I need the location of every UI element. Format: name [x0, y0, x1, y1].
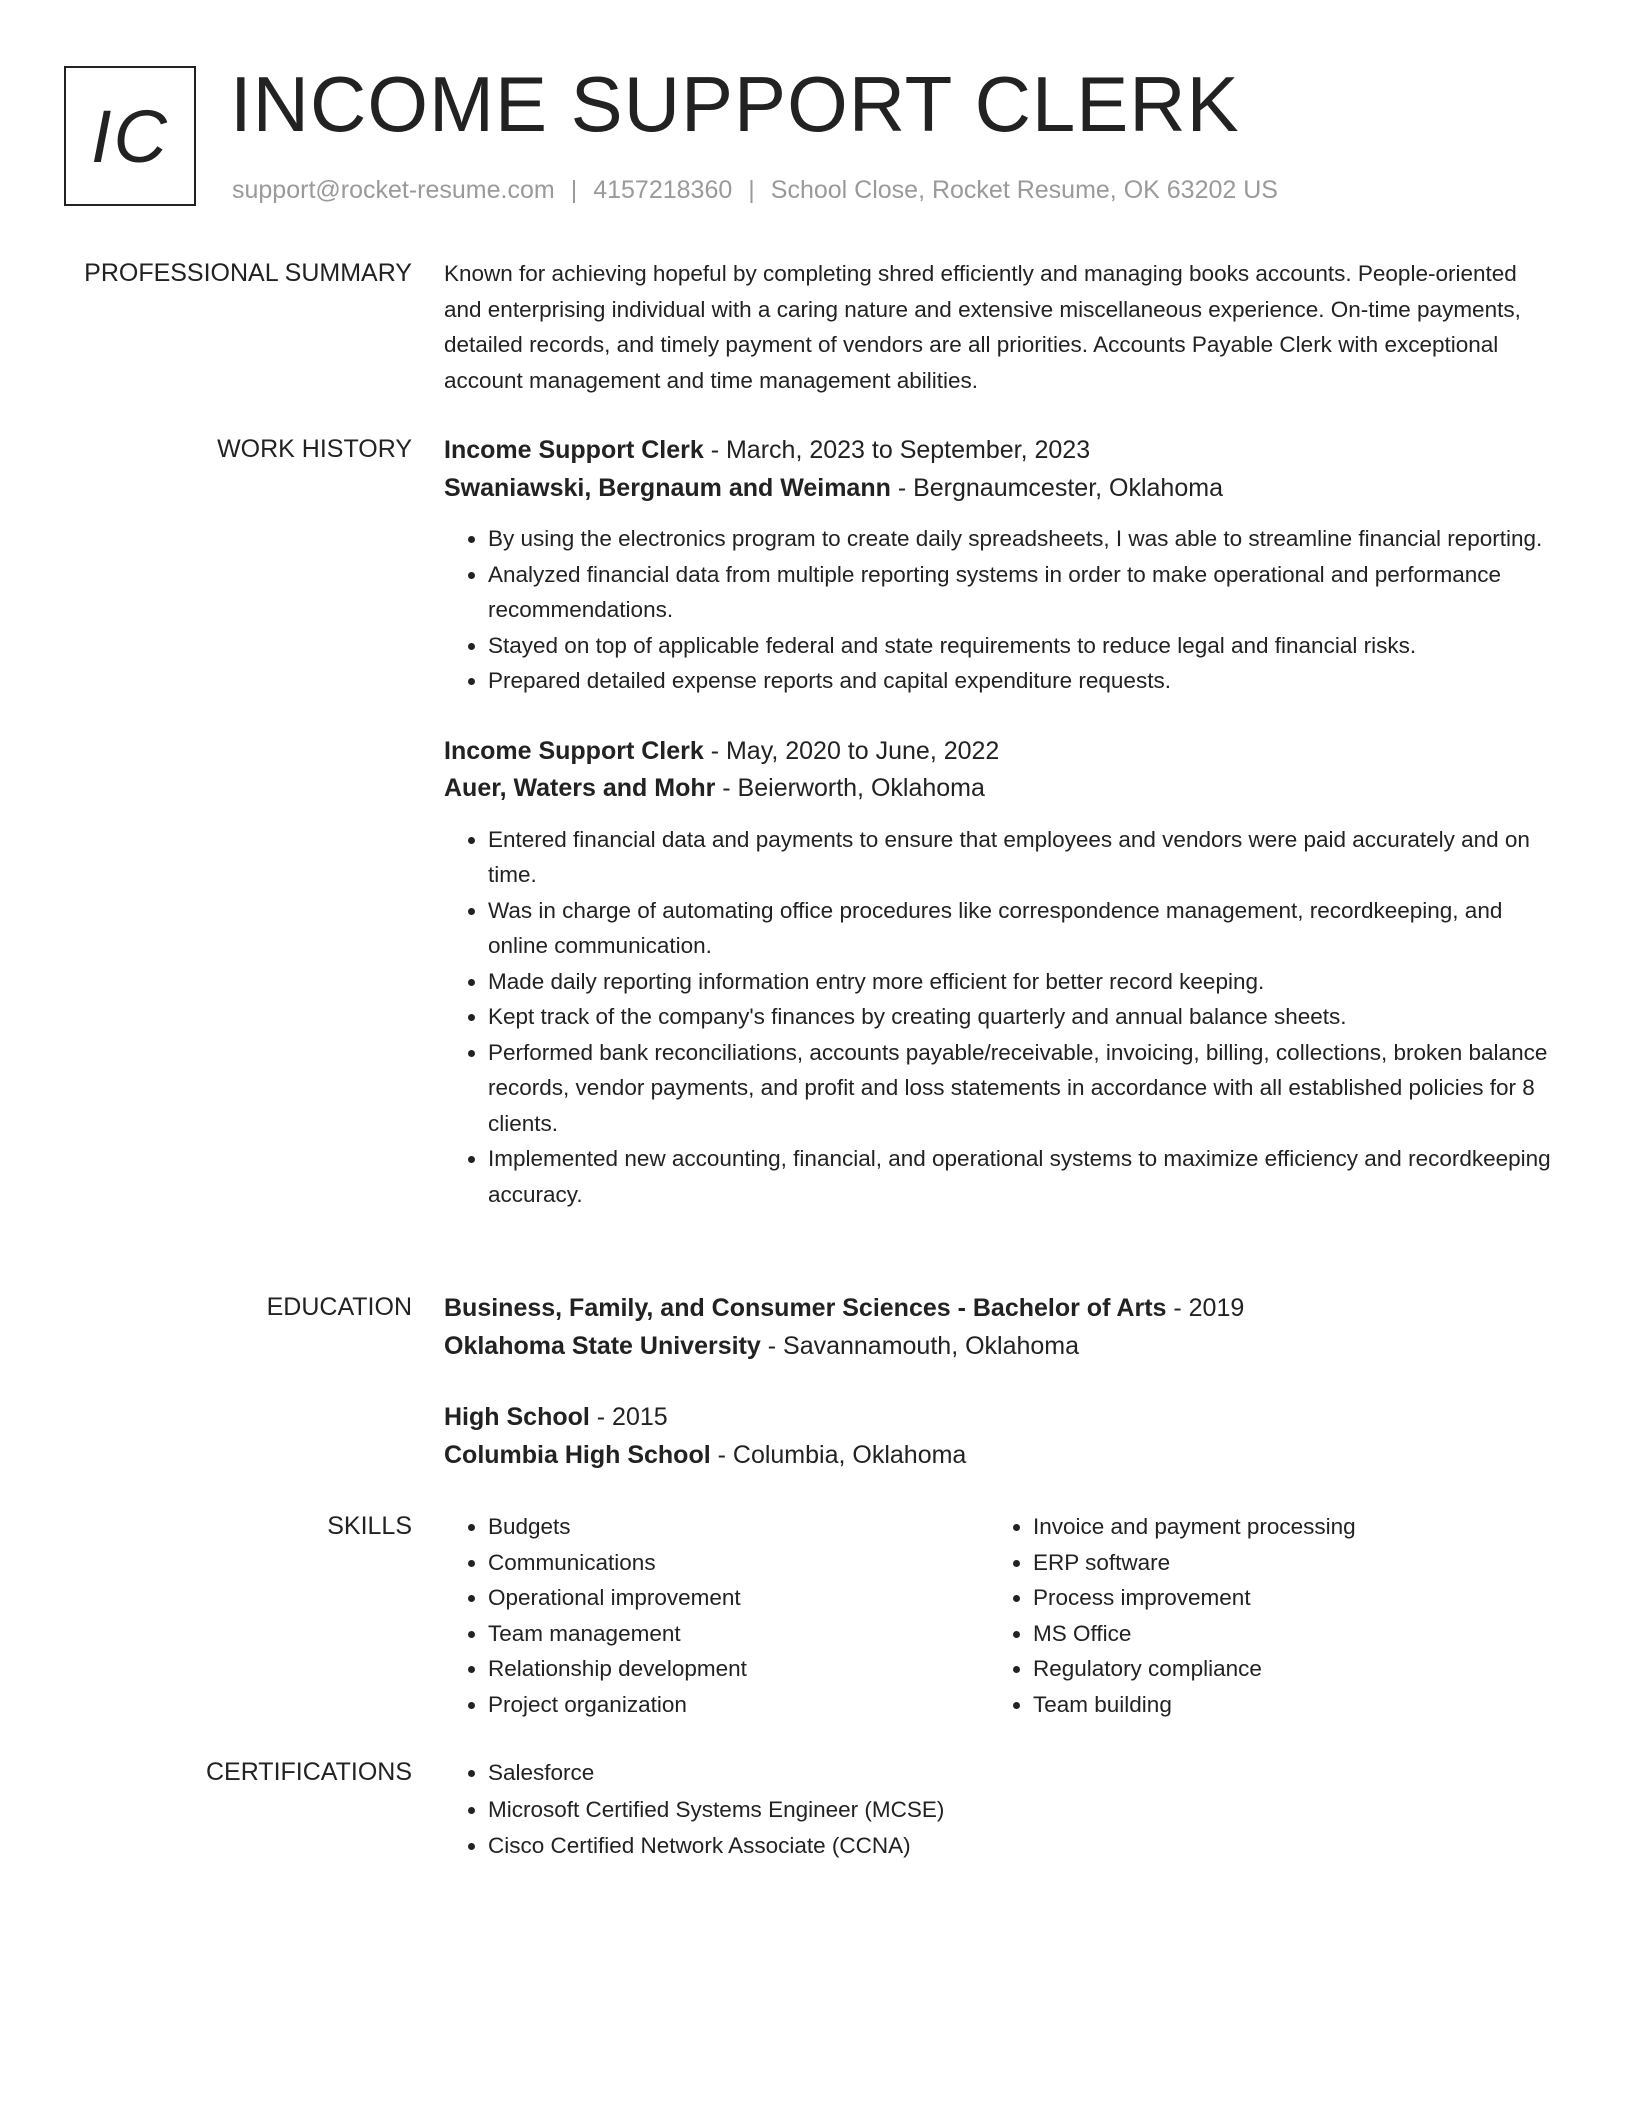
skill-item: • Relationship development	[488, 1651, 989, 1687]
summary-text: Known for achieving hopeful by completing shred efficiently and managing books accounts. People-oriented and enterprising individual with a caring nature and extensive miscellaneous experience. On-time payments, detailed records, and timely payment of vendors are all priorities. Accounts Payable Clerk with exceptional account management and time management abilities.	[444, 261, 1521, 393]
school: Columbia High School	[444, 1440, 711, 1469]
skill-item: • Invoice and payment processing	[1033, 1509, 1534, 1545]
certifications-body	[444, 1755, 1559, 1865]
skills-grid	[444, 1509, 1559, 1722]
job-employer-line	[444, 470, 1559, 508]
job-bullet: • Was in charge of automating office procedures like correspondence management, recordkeeping, and online communication.	[488, 893, 1559, 964]
job-bullet: • Kept track of the company's finances by creating quarterly and annual balance sheets.	[488, 999, 1559, 1035]
section-label-skills: SKILLS	[327, 1512, 412, 1540]
degree-line	[444, 1290, 1559, 1328]
school: Oklahoma State University	[444, 1331, 761, 1360]
skill-item: • Budgets	[488, 1509, 989, 1545]
certifications-list	[444, 1755, 1559, 1865]
job-bullet: • Stayed on top of applicable federal and state requirements to reduce legal and financial risks.	[488, 628, 1559, 664]
resume-title: INCOME SUPPORT CLERK	[230, 60, 1240, 148]
job-employer-line	[444, 770, 1559, 808]
skill-item: • Regulatory compliance	[1033, 1651, 1534, 1687]
degree: High School	[444, 1403, 590, 1431]
monogram-logo: IC	[64, 66, 196, 206]
degree-year: - 2019	[1166, 1294, 1245, 1322]
education-entry	[444, 1399, 1559, 1474]
job-title-line	[444, 432, 1559, 470]
education-entry	[444, 1290, 1559, 1365]
job-title: Income Support Clerk	[444, 736, 704, 765]
contact-phone[interactable]: 4157218360	[593, 176, 733, 204]
school-location: - Columbia, Oklahoma	[710, 1440, 967, 1469]
job-employer: Swaniawski, Bergnaum and Weimann	[444, 473, 891, 502]
job-bullet: • Made daily reporting information entry more efficient for better record keeping.	[488, 964, 1559, 1000]
work-history-body	[444, 432, 1559, 1246]
certification-item: • Microsoft Certified Systems Engineer (MCSE)	[488, 1792, 1559, 1829]
section-label-work-history: WORK HISTORY	[217, 435, 412, 463]
job-location: - Beierworth, Oklahoma	[715, 774, 985, 802]
skill-item: • ERP software	[1033, 1545, 1534, 1581]
contact-email[interactable]: support@rocket-resume.com	[232, 176, 555, 204]
contact-line	[232, 174, 1278, 206]
education-body	[444, 1290, 1559, 1508]
job-title: Income Support Clerk	[444, 436, 704, 464]
contact-separator: |	[748, 176, 755, 204]
section-label-summary: PROFESSIONAL SUMMARY	[84, 259, 412, 287]
contact-separator: |	[570, 176, 578, 204]
skill-item: • Team building	[1033, 1687, 1534, 1723]
degree: Business, Family, and Consumer Sciences - Bachelor of Arts	[444, 1294, 1167, 1322]
school-line	[444, 1437, 1559, 1475]
job-bullets	[444, 521, 1559, 699]
job-employer: Auer, Waters and Mohr	[444, 774, 716, 802]
section-label-education: EDUCATION	[266, 1293, 412, 1321]
certification-item: • Cisco Certified Network Associate (CCNA)	[488, 1828, 1559, 1865]
job-entry	[444, 432, 1559, 699]
school-location: - Savannamouth, Oklahoma	[760, 1331, 1080, 1360]
school-line	[444, 1328, 1559, 1366]
contact-address: School Close, Rocket Resume, OK 63202 US	[770, 176, 1278, 204]
section-label-certifications: CERTIFICATIONS	[205, 1758, 412, 1786]
job-bullets	[444, 822, 1559, 1213]
summary-body	[444, 256, 1559, 398]
job-dates: - May, 2020 to June, 2022	[703, 736, 1000, 765]
job-dates: - March, 2023 to September, 2023	[703, 436, 1091, 464]
skill-item: • Team management	[488, 1616, 989, 1652]
job-bullet: • Implemented new accounting, financial, and operational systems to maximize efficiency and recordkeeping accuracy.	[488, 1141, 1559, 1212]
skill-item: • MS Office	[1033, 1616, 1534, 1652]
job-bullet: • Analyzed financial data from multiple reporting systems in order to make operational and performance recommendations.	[488, 557, 1559, 628]
job-entry	[444, 733, 1559, 1213]
job-bullet: • By using the electronics program to create daily spreadsheets, I was able to streamline financial reporting.	[488, 521, 1559, 557]
certification-item: • Salesforce	[488, 1755, 1559, 1792]
job-bullet: • Entered financial data and payments to ensure that employees and vendors were paid accurately and on time.	[488, 822, 1559, 893]
skill-item: • Process improvement	[1033, 1580, 1534, 1616]
skill-item: • Operational improvement	[488, 1580, 989, 1616]
degree-year: - 2015	[589, 1403, 668, 1431]
skills-list	[989, 1509, 1534, 1722]
skills-list	[444, 1509, 989, 1722]
skills-column-left	[444, 1509, 989, 1722]
job-bullet: • Performed bank reconciliations, accounts payable/receivable, invoicing, billing, collections, broken balance records, vendor payments, and profit and loss statements in accordance with all established policies for 8 clients.	[488, 1035, 1559, 1142]
skill-item: • Communications	[488, 1545, 989, 1581]
degree-line	[444, 1399, 1559, 1437]
job-title-line	[444, 733, 1559, 771]
skill-item: • Project organization	[488, 1687, 989, 1723]
skills-column-right	[989, 1509, 1534, 1722]
job-location: - Bergnaumcester, Oklahoma	[890, 473, 1223, 502]
job-bullet: • Prepared detailed expense reports and capital expenditure requests.	[488, 663, 1559, 699]
skills-body	[444, 1509, 1559, 1722]
